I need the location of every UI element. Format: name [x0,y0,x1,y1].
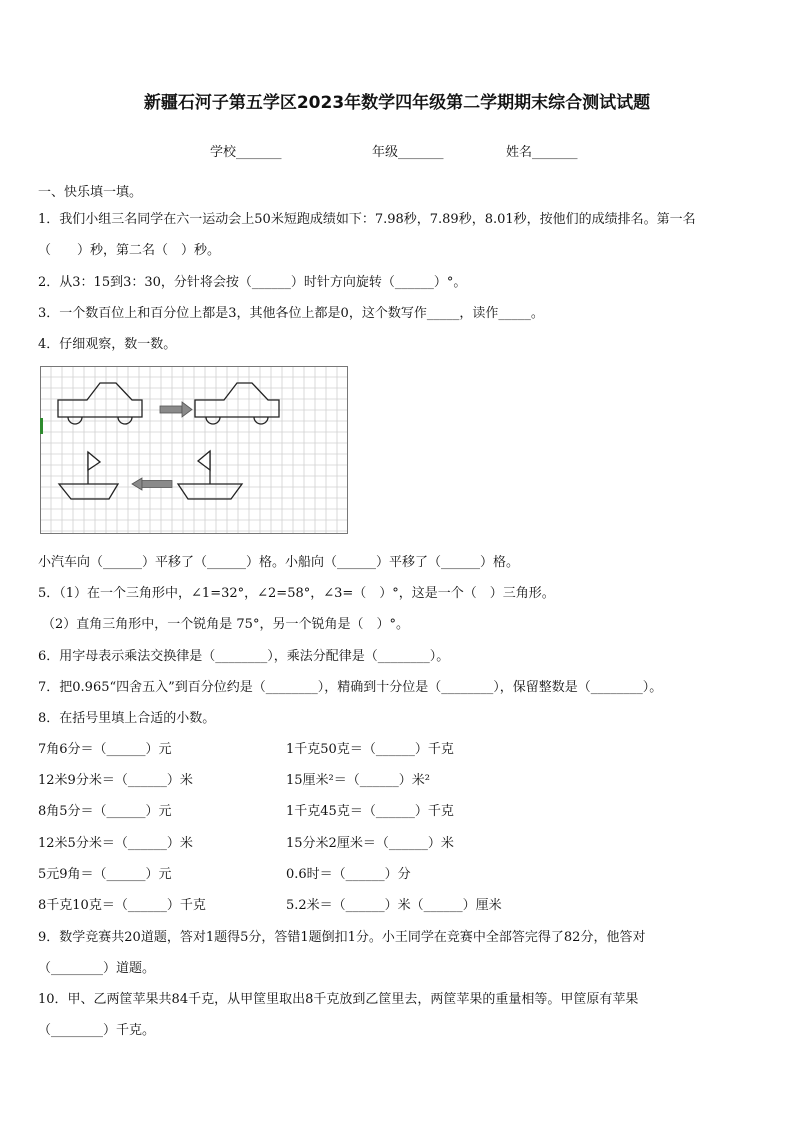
grade-field: 年级_______ [372,145,444,160]
translation-grid-figure [40,366,348,534]
boat-left-shape [59,452,118,499]
question-5-part-1: 5．（1）在一个三角形中，∠1=32°，∠2=58°，∠3=（ ）°，这是一个（ ）三角形。 [38,586,555,601]
q8-left-item: 5元9角＝（______）元 [38,867,172,882]
question-1-line-2: （ ）秒，第二名（ ）秒。 [38,243,221,258]
question-9-line-1: 9．数学竞赛共20道题，答对1题得5分，答错1题倒扣1分。小王同学在竞赛中全部答完得了82分，他答对 [38,930,646,945]
q8-right-item: 5.2米＝（______）米（______）厘米 [286,898,502,913]
page-title: 新疆石河子第五学区2023年数学四年级第二学期期末综合测试试题 [143,93,651,113]
q8-right-item: 15厘米²＝（______）米² [286,773,430,788]
car-right-shape [195,383,279,424]
name-field: 姓名_______ [506,145,578,160]
q8-right-item: 1千克45克＝（______）千克 [286,804,454,819]
question-7: 7．把0.965“四舍五入”到百分位约是（________），精确到十分位是（________），保留整数是（________）。 [38,680,663,695]
arrow-right-icon [160,402,192,417]
section-heading: 一、快乐填一填。 [38,185,143,200]
question-2: 2．从3：15到3：30，分针将会按（______）时针方向旋转（______）°。 [38,275,467,290]
school-field: 学校_______ [210,145,282,160]
q8-left-item: 12米5分米＝（______）米 [38,836,193,851]
question-1-line-1: 1．我们小组三名同学在六一运动会上50米短跑成绩如下：7.98秒，7.89秒，8.01秒，按他们的成绩排名。第一名 [38,212,696,227]
question-6: 6．用字母表示乘法交换律是（________），乘法分配律是（________）。 [38,649,450,664]
boat-right-shape [178,451,242,499]
arrow-left-icon [132,478,172,490]
q8-left-item: 8千克10克＝（______）千克 [38,898,206,913]
grid-lines [40,366,348,534]
question-4-answer: 小汽车向（______）平移了（______）格。小船向（______）平移了（______）格。 [38,555,520,570]
q8-left-item: 12米9分米＝（______）米 [38,773,193,788]
question-4: 4．仔细观察，数一数。 [38,337,177,352]
car-left-shape [58,383,142,424]
q8-left-item: 8角5分＝（______）元 [38,804,172,819]
question-8: 8．在括号里填上合适的小数。 [38,711,216,726]
q8-right-item: 1千克50克＝（______）千克 [286,742,454,757]
question-9-line-2: （________）道题。 [38,961,156,976]
question-5-part-2: （2）直角三角形中，一个锐角是 75°，另一个锐角是（ ）°。 [42,617,409,632]
q8-left-item: 7角6分＝（______）元 [38,742,172,757]
question-3: 3．一个数百位上和百分位上都是3，其他各位上都是0，这个数写作_____，读作_____。 [38,306,544,321]
question-10-line-1: 10．甲、乙两筐苹果共84千克，从甲筐里取出8千克放到乙筐里去，两筐苹果的重量相等。甲筐原有苹果 [38,992,639,1007]
q8-right-item: 0.6时＝（______）分 [286,867,411,882]
question-10-line-2: （________）千克。 [38,1023,156,1038]
q8-right-item: 15分米2厘米＝（______）米 [286,836,454,851]
